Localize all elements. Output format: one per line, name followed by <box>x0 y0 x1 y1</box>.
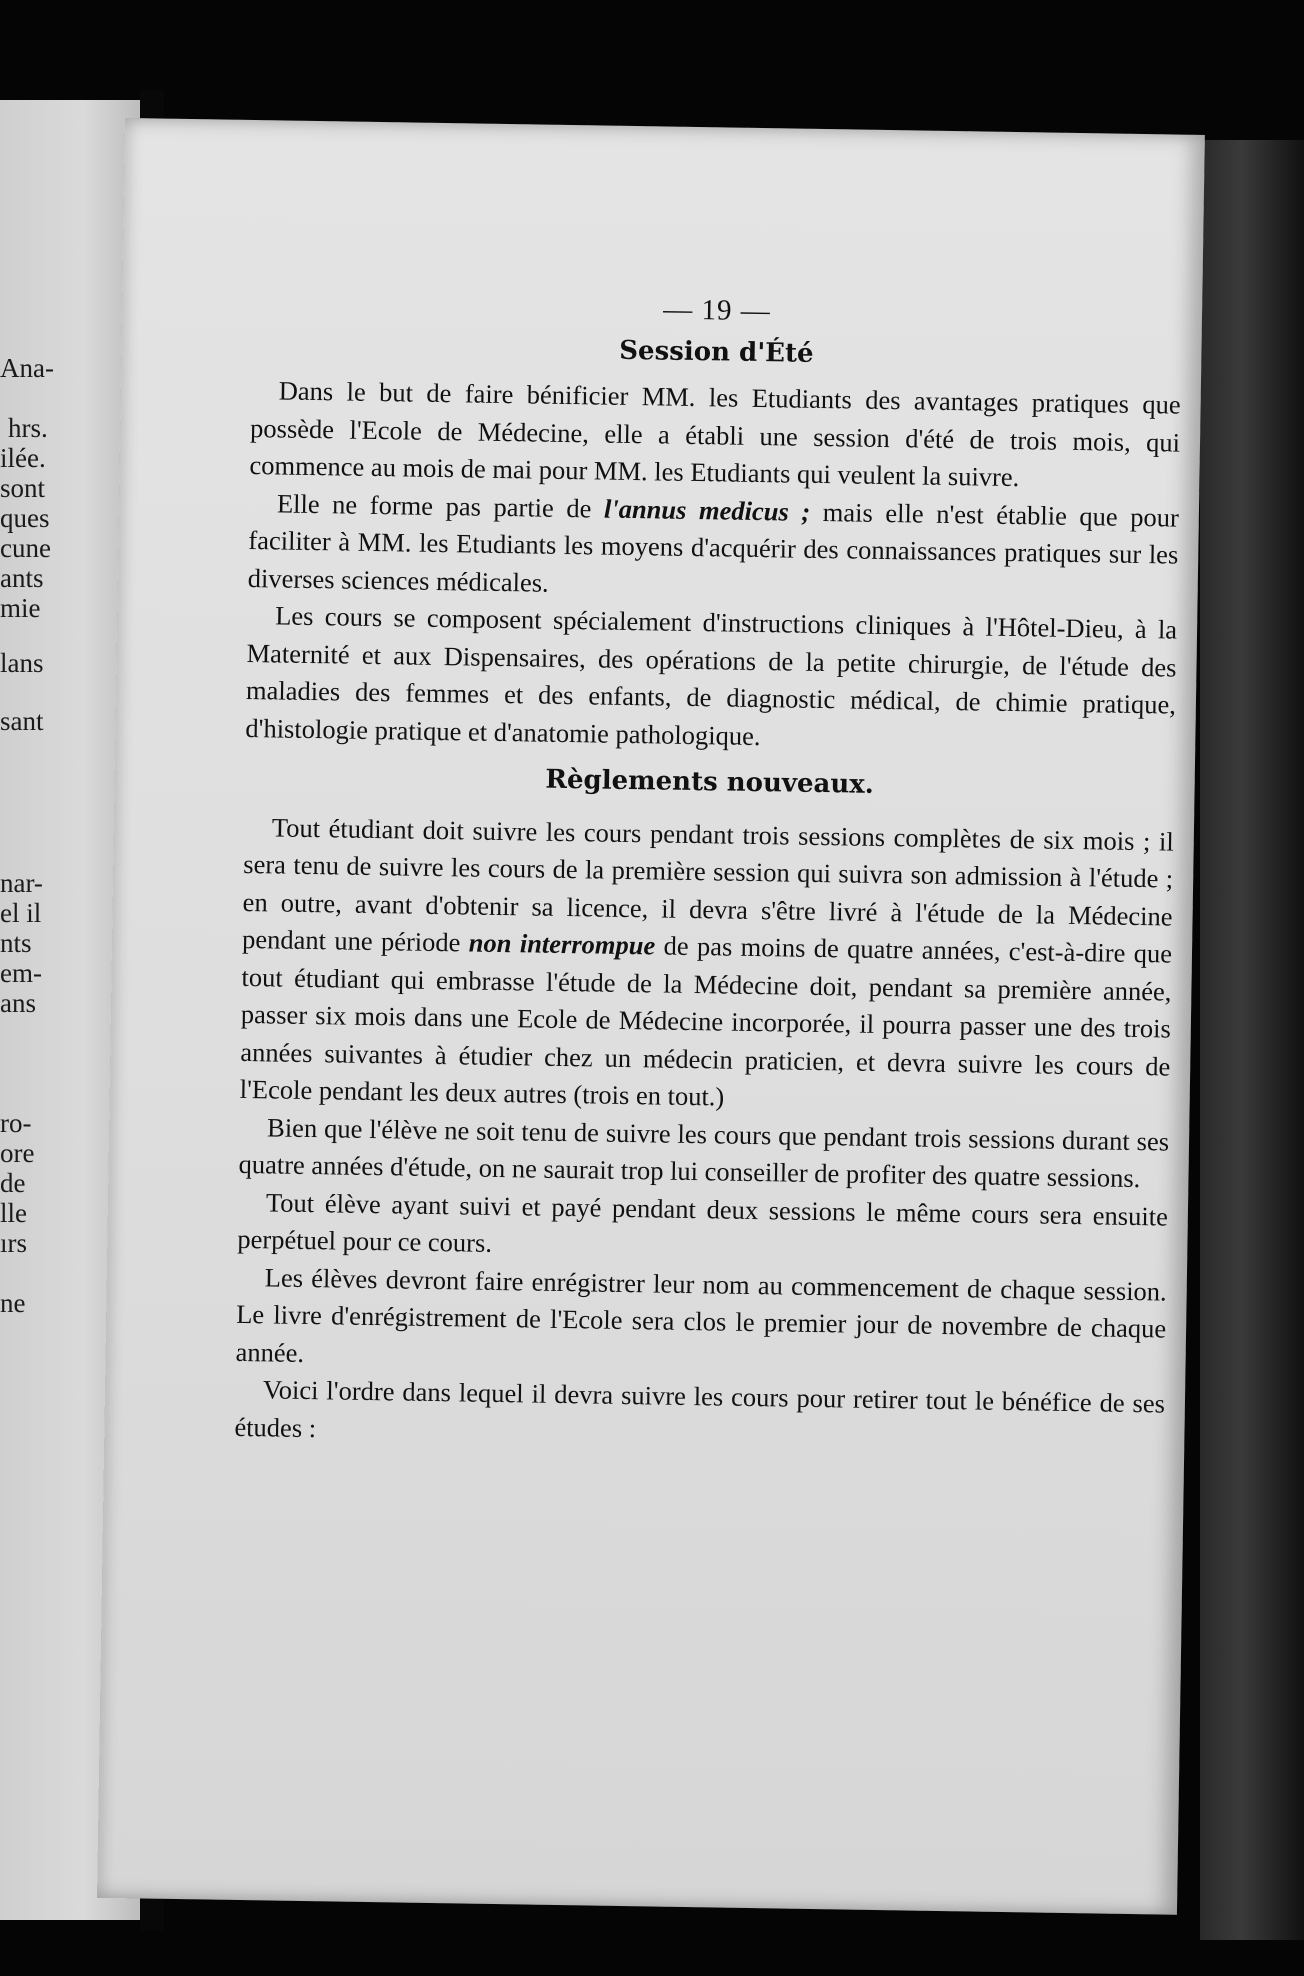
left-fragment: ne <box>0 1288 26 1318</box>
paragraph: Les cours se composent spécialement d'instructions cliniques à l'Hôtel-Dieu, à la Maternité et aux Dispensaires, des opérations de la petite chirurgie, de l'étude des maladies des femmes et des enfants, de diagnostic médical, de chimie pratique, d'histologie pratique et d'anatomie pathologique. <box>245 600 1178 751</box>
left-fragment: nar- <box>0 868 43 898</box>
left-fragment: nts <box>0 928 32 958</box>
left-fragment: hrs. <box>8 413 48 443</box>
left-fragment: ırs <box>0 1228 27 1258</box>
left-fragment: sant <box>0 706 44 736</box>
paragraph: Bien que l'élève ne soit tenu de suivre les cours que pendant trois sessions durant ses quatre années d'étude, on ne saurait trop lui conseiller de profiter des quatre sessions. <box>238 1111 1170 1194</box>
paragraph: Dans le but de faire bénificier MM. les Etudiants des avantages pratiques que possède l'Ecole de Médecine, elle a établi une session d'été de trois mois, qui commence au mois de mai pour MM. les Etudiants qui veulent la suivre. <box>249 375 1181 493</box>
left-fragment: lle <box>0 1198 27 1228</box>
left-fragment: sont <box>0 473 46 503</box>
book-page <box>97 118 1205 1915</box>
page-number: — 19 — <box>663 293 772 328</box>
paragraph-text: mais elle n'est établie que pour faciliter à MM. les Etudiants les moyens d'acquérir des connaissances pratiques sur les diverses sciences médicales. <box>247 496 1180 598</box>
paragraph: Les élèves devront faire enrégistrer leur nom au commencement de chaque session. Le livre d'enrégistrement de l'Ecole sera clos le premier jour de novembre de chaque année. <box>235 1261 1167 1368</box>
left-fragment: Ana- <box>0 353 54 383</box>
left-fragment: ore <box>0 1138 35 1168</box>
left-fragment: ques <box>0 503 50 533</box>
paragraph: Tout élève ayant suivi et payé pendant deux sessions le même cours sera ensuite perpétuel pour ce cours. <box>237 1186 1169 1258</box>
left-fragment: el il <box>0 898 42 928</box>
left-fragment: ro- <box>0 1108 32 1138</box>
left-fragment: lans <box>0 648 44 678</box>
left-fragment: em- <box>0 958 42 988</box>
left-fragment: ants <box>0 563 44 593</box>
paragraph-text: de pas moins de quatre années, c'est-à-dire que tout étudiant qui embrasse l'étude de la Médecine doit, pendant sa première année, passer six mois dans une Ecole de Médecine incorporée, il pourra passer une des trois années suivantes à étudier chez un médecin praticien, et devra suivre les cours de l'Ecole pendant les deux autres (trois en tout.) <box>239 930 1173 1112</box>
paragraph: Voici l'ordre dans lequel il devra suivre les cours pour retirer tout le bénéfice de ses études : <box>234 1374 1166 1443</box>
left-fragment: cune <box>0 533 51 563</box>
section-title-reglements: Règlements nouveaux. <box>545 764 875 800</box>
page-content <box>234 285 1182 1460</box>
left-fragment: ans <box>0 988 36 1018</box>
italic-phrase: l'annus medicus ; <box>603 493 811 527</box>
book-edge <box>1200 140 1304 1940</box>
italic-phrase: non interrompue <box>468 927 656 961</box>
paragraph <box>239 808 1174 1123</box>
section-title-session-ete: Session d'Été <box>619 335 814 369</box>
left-fragment: de <box>0 1168 26 1198</box>
paragraph <box>247 484 1179 611</box>
left-fragment: mie <box>0 593 41 623</box>
paragraph-text: Tout étudiant doit suivre les cours pendant trois sessions complètes de six mois ; il sera tenu de suivre les cours de la première session qui suivra son admission à l'étude ; en outre, avant d'obtenir sa licence, il devra s'être livré à l'étude de la Médecine pendant une période <box>241 811 1175 958</box>
paragraph-text: Elle ne forme pas partie de <box>276 487 605 524</box>
left-fragment: ilée. <box>0 443 46 473</box>
